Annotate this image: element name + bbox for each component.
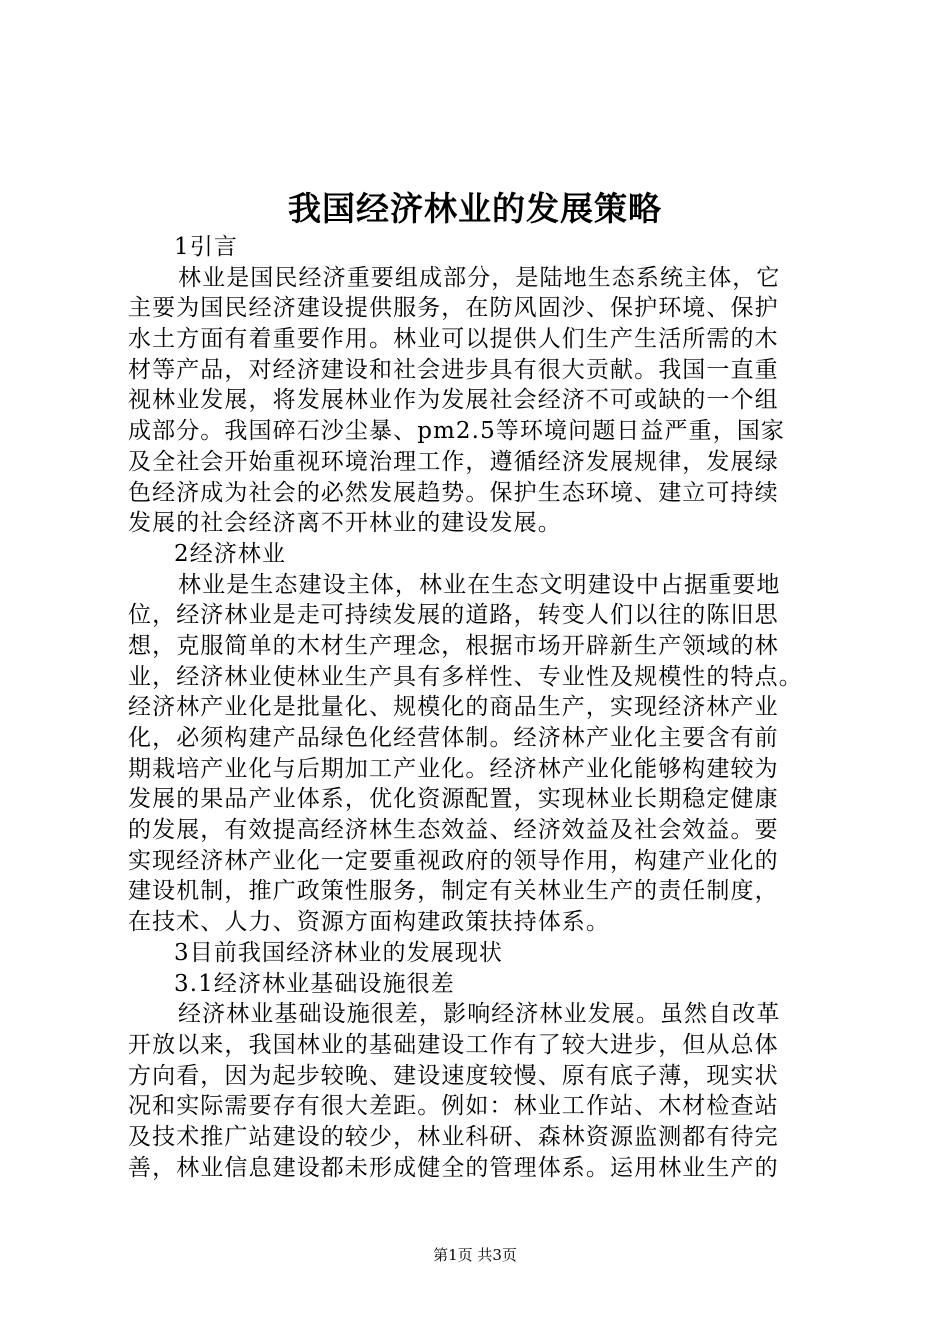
text-line: 建设机制，推广政策性服务，制定有关林业生产的责任制度， (128, 878, 779, 905)
text-line: 2经济林业 (174, 540, 287, 567)
text-line: 业，经济林业使林业生产具有多样性、专业性及规模性的特点。 (128, 663, 803, 690)
text-line: 方向看，因为起步较晚、建设速度较慢、原有底子薄，现实状 (128, 1062, 779, 1089)
text-line: 及技术推广站建设的较少，林业科研、森林资源监测都有待完 (128, 1123, 779, 1150)
text-line: 主要为国民经济建设提供服务，在防风固沙、保护环境、保护 (128, 295, 779, 322)
text-line: 1引言 (174, 234, 238, 260)
text-line: 开放以来，我国林业的基础建设工作有了较大进步，但从总体 (128, 1031, 779, 1058)
text-line: 色经济成为社会的必然发展趋势。保护生态环境、建立可持续 (128, 479, 779, 506)
text-line: 期栽培产业化与后期加工产业化。经济林产业化能够构建较为 (128, 755, 779, 782)
text-line: 况和实际需要存有很大差距。例如：林业工作站、木材检查站 (128, 1093, 779, 1120)
text-line: 善，林业信息建设都未形成健全的管理体系。运用林业生产的 (128, 1154, 779, 1181)
text-line: 想，克服简单的木材生产理念，根据市场开辟新生产领域的林 (128, 632, 779, 659)
text-line: 3.1经济林业基础设施很差 (174, 970, 455, 997)
document-title: 我国经济林业的发展策略 (288, 189, 662, 228)
text-line: 林业是国民经济重要组成部分，是陆地生态系统主体，它 (178, 264, 781, 291)
text-line: 实现经济林产业化一定要重视政府的领导作用，构建产业化的 (128, 847, 779, 874)
document-body (128, 232, 848, 1183)
text-line: 经济林业基础设施很差，影响经济林业发展。虽然自改革 (178, 1001, 781, 1028)
text-line: 经济林产业化是批量化、规模化的商品生产，实现经济林产业 (128, 694, 779, 721)
text-line: 化，必须构建产品绿色化经营体制。经济林产业化主要含有前 (128, 725, 779, 751)
text-line: 及全社会开始重视环境治理工作，遵循经济发展规律，发展绿 (128, 448, 779, 475)
text-line: 成部分。我国碎石沙尘暴、pm2.5等环境问题日益严重，国家 (128, 418, 786, 445)
text-line: 水土方面有着重要作用。林业可以提供人们生产生活所需的木 (128, 326, 779, 353)
text-line: 在技术、人力、资源方面构建政策扶持体系。 (128, 909, 610, 936)
text-line: 3目前我国经济林业的发展现状 (174, 939, 504, 966)
text-line: 位，经济林业是走可持续发展的道路，转变人们以往的陈旧思 (128, 602, 779, 629)
text-line: 的发展，有效提高经济林生态效益、经济效益及社会效益。要 (128, 817, 779, 844)
text-line: 材等产品，对经济建设和社会进步具有很大贡献。我国一直重 (128, 356, 779, 383)
page-footer: 第1页 共3页 (433, 1246, 517, 1264)
text-line: 发展的社会经济离不开林业的建设发展。 (128, 510, 562, 537)
text-line: 发展的果品产业体系，优化资源配置，实现林业长期稳定健康 (128, 786, 779, 813)
text-line: 林业是生态建设主体，林业在生态文明建设中占据重要地 (178, 571, 781, 598)
text-line: 视林业发展，将发展林业作为发展社会经济不可或缺的一个组 (128, 387, 779, 414)
